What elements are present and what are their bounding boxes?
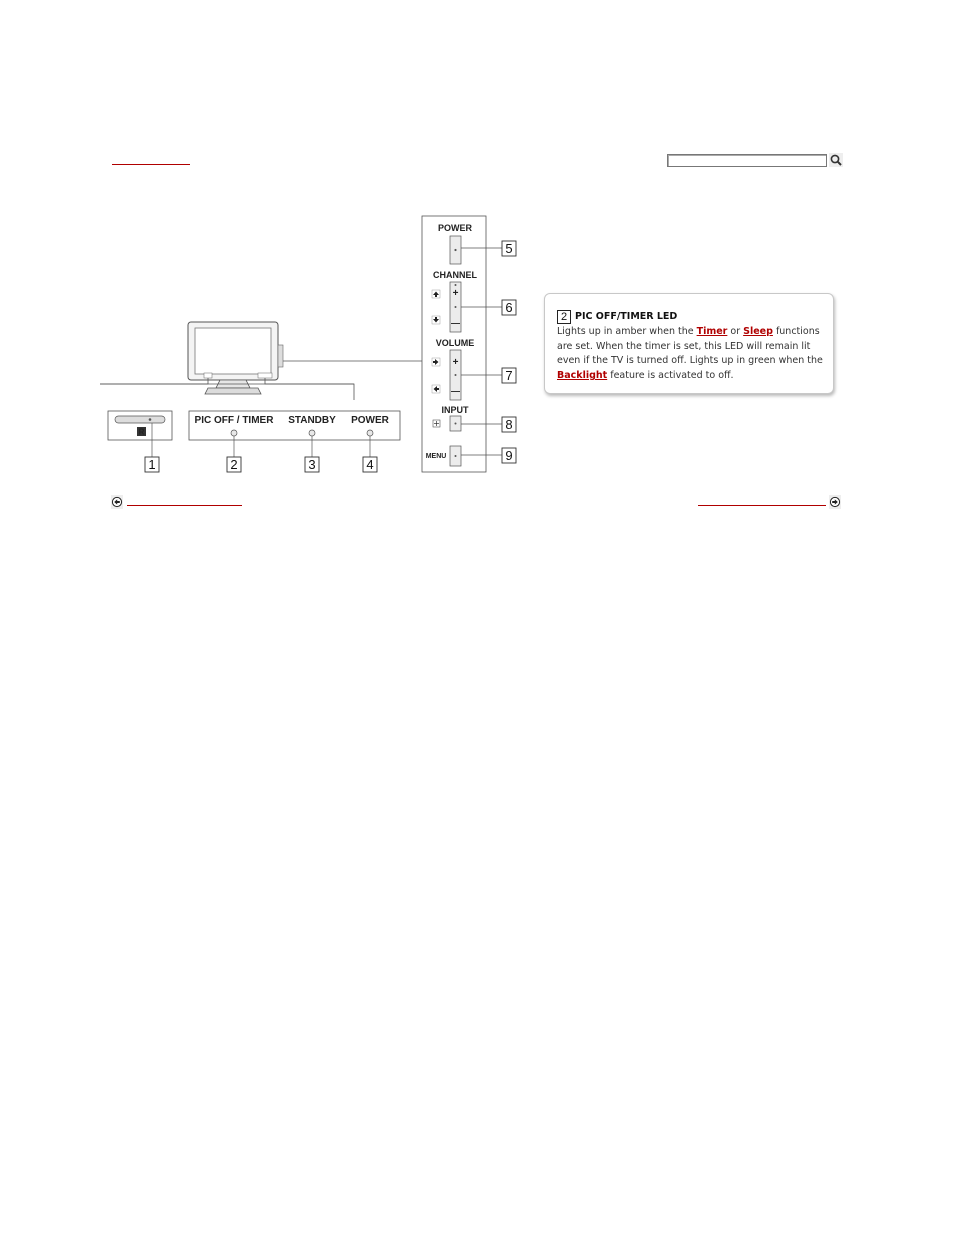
- prev-page-button[interactable]: [111, 494, 123, 508]
- callout-number-7: [502, 368, 516, 383]
- top-link[interactable]: [112, 150, 190, 165]
- svg-text:4: 4: [366, 457, 374, 472]
- next-page-button[interactable]: [829, 494, 841, 508]
- description-callout: [544, 293, 834, 394]
- panel-menu-label: MENU: [425, 453, 447, 460]
- svg-text:3: 3: [308, 457, 316, 472]
- svg-text:9: 9: [505, 448, 513, 463]
- callout-number-4: [363, 457, 377, 472]
- pic-off-timer-led: [231, 430, 237, 436]
- volume-right-icon: [432, 358, 440, 366]
- prev-page-link[interactable]: [127, 493, 242, 506]
- callout-number-9: [502, 448, 516, 463]
- tv-illustration: [188, 322, 283, 394]
- callout-number-6: [502, 300, 516, 315]
- channel-up-icon: [432, 290, 440, 298]
- svg-text:1: 1: [148, 457, 156, 472]
- callout-number-1: [145, 457, 159, 472]
- svg-text:—: —: [451, 386, 460, 396]
- svg-text:5: 5: [505, 241, 513, 256]
- timer-link[interactable]: Timer: [696, 325, 728, 337]
- side-control-panel: [422, 216, 486, 472]
- search-input[interactable]: [667, 154, 827, 167]
- tv-controls-diagram: [100, 210, 530, 480]
- svg-text:8: 8: [505, 417, 513, 432]
- callout-number-5: [502, 241, 516, 256]
- callout-number-3: [305, 457, 319, 472]
- svg-text:7: 7: [505, 368, 513, 383]
- panel-power-label: POWER: [437, 223, 473, 233]
- channel-down-icon: [432, 316, 440, 324]
- arrow-right-icon: [829, 495, 841, 509]
- standby-label: STANDBY: [288, 415, 336, 426]
- pic-off-timer-label: PIC OFF / TIMER: [194, 415, 274, 426]
- front-power-label: POWER: [351, 415, 389, 426]
- power-led: [367, 430, 373, 436]
- standby-led: [309, 430, 315, 436]
- svg-text:+: +: [452, 357, 459, 368]
- callout-number-8: [502, 417, 516, 432]
- arrow-left-icon: [111, 495, 123, 509]
- callout-number-2: [227, 457, 241, 472]
- callout-heading-number: 2: [557, 310, 571, 324]
- svg-text:2: 2: [230, 457, 238, 472]
- search-button[interactable]: [829, 152, 843, 166]
- callout-title: PIC OFF/TIMER LED: [575, 311, 678, 322]
- volume-left-icon: [432, 385, 440, 393]
- panel-volume-label: VOLUME: [435, 338, 475, 348]
- panel-channel-label: CHANNEL: [433, 270, 477, 280]
- panel-input-label: INPUT: [441, 405, 469, 415]
- ir-sensor-label: R: [138, 427, 145, 437]
- svg-text:6: 6: [505, 300, 513, 315]
- magnifier-icon: [829, 153, 843, 167]
- callout-heading: [557, 310, 823, 325]
- sleep-link[interactable]: Sleep: [743, 325, 773, 337]
- svg-text:—: —: [451, 318, 460, 328]
- backlight-link[interactable]: Backlight: [557, 370, 608, 382]
- callout-body: Lights up in amber when the Timer or Sleep functions are set. When the timer is set, this LED will remain lit even if the TV is turned off. Lights up in green when the Backlight feature is activated to off.: [557, 325, 823, 382]
- svg-text:+: +: [452, 288, 459, 299]
- input-icon: [433, 420, 440, 427]
- ir-sensor-box: [108, 411, 172, 440]
- front-indicator-box: [189, 411, 400, 440]
- next-page-link[interactable]: [698, 493, 826, 506]
